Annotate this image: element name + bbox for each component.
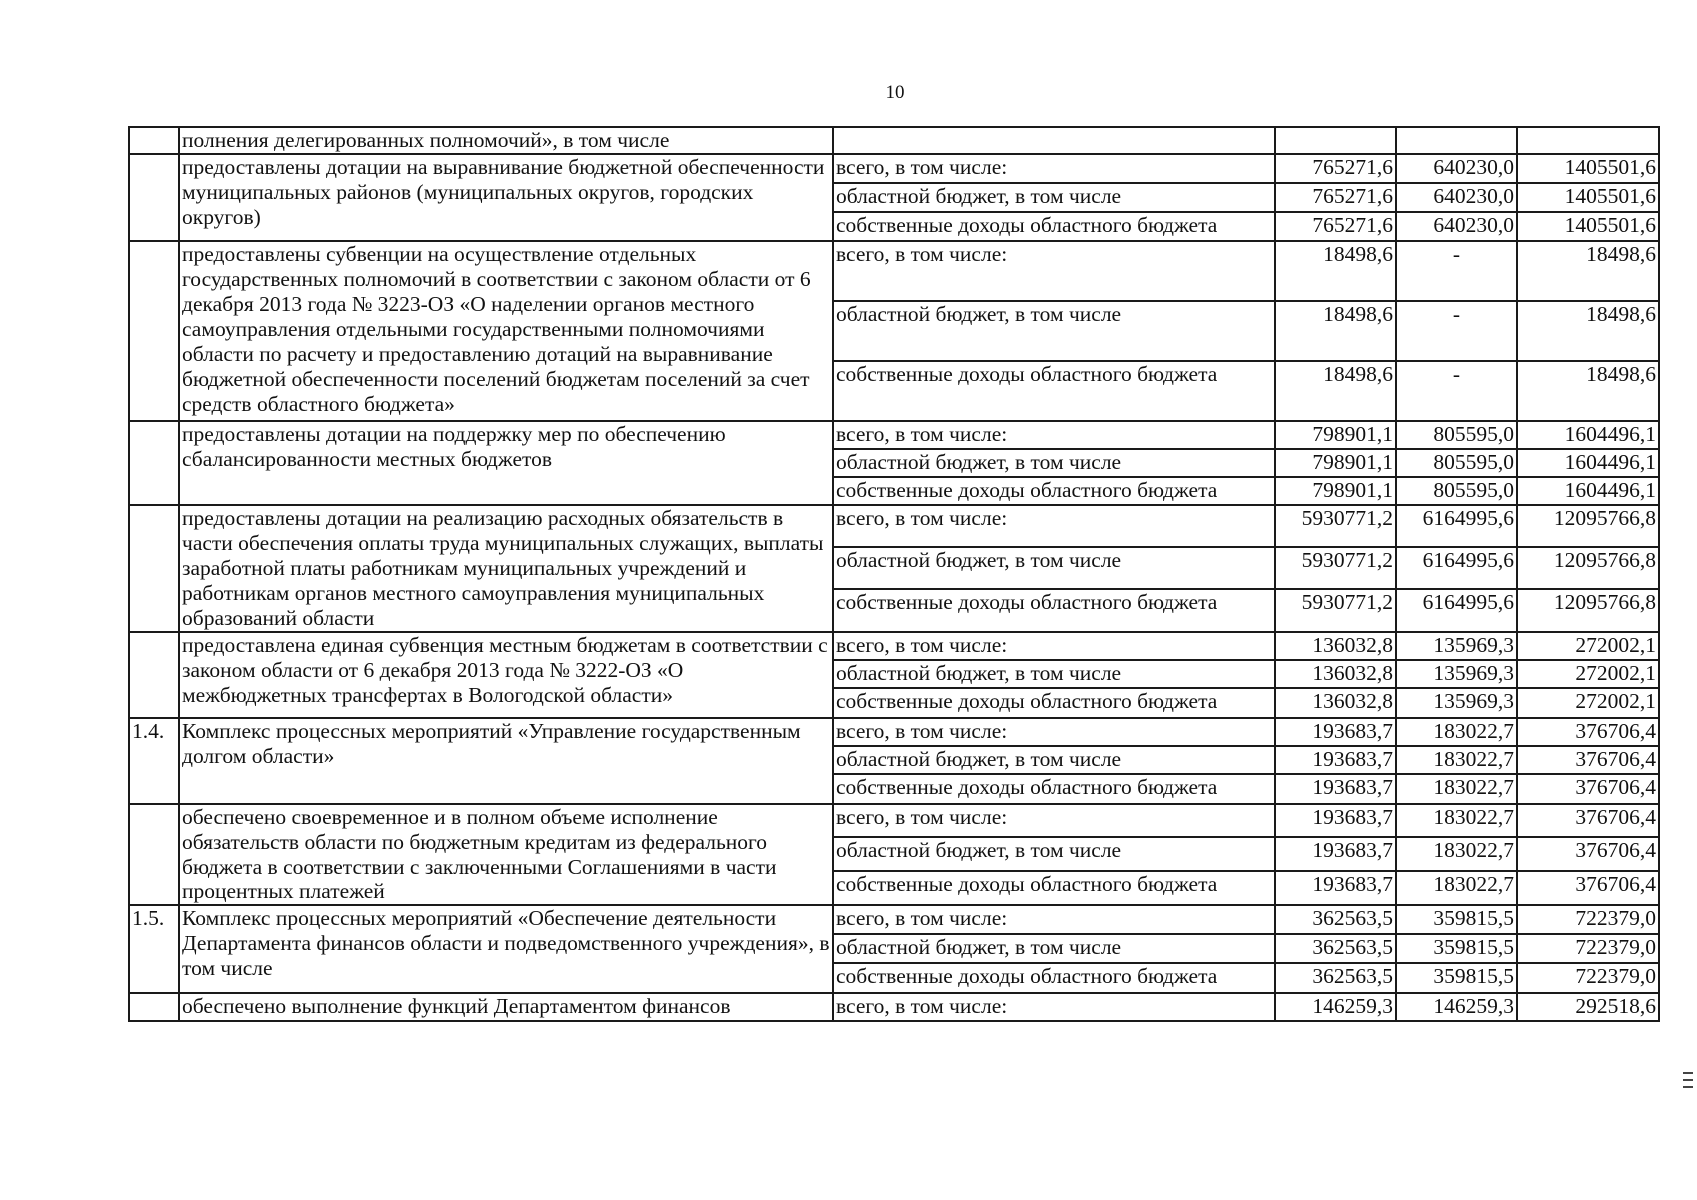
funding-source: собственные доходы областного бюджета	[833, 589, 1275, 631]
amount-3: 722379,0	[1517, 934, 1659, 963]
measure-name: обеспечено своевременное и в полном объеме исполнение обязательств области по бюджетным кредитам из федерального бюджета в соответствии с заключенными Соглашениями в части процентных платежей	[179, 804, 833, 906]
item-number	[129, 632, 179, 718]
table-row	[129, 804, 1659, 838]
amount-3: 272002,1	[1517, 660, 1659, 688]
amount-2: 6164995,6	[1396, 547, 1517, 589]
funding-source: собственные доходы областного бюджета	[833, 871, 1275, 906]
measure-name: предоставлены субвенции на осуществление отдельных государственных полномочий в соответствии с законом области от 6 декабря 2013 года № 3223-ОЗ «О наделении органов местного самоуправления отдельными государственными полномочиями области по расчету и предоставлению дотаций на выравнивание бюджетной обеспеченности поселений бюджетам поселений за счет средств областного бюджета»	[179, 241, 833, 421]
budget-table	[128, 126, 1660, 1022]
funding-source: всего, в том числе:	[833, 718, 1275, 746]
funding-source: всего, в том числе:	[833, 154, 1275, 183]
measure-name: предоставлены дотации на реализацию расходных обязательств в части обеспечения оплаты труда муниципальных служащих, выплаты заработной платы работникам муниципальных учреждений и работникам органов местного самоуправления муниципальных образований области	[179, 505, 833, 632]
amount-3: 722379,0	[1517, 963, 1659, 993]
table-row	[129, 127, 1659, 154]
amount-3: 292518,6	[1517, 993, 1659, 1021]
amount-1: 765271,6	[1275, 212, 1396, 241]
amount-3: 12095766,8	[1517, 505, 1659, 547]
amount-1: 193683,7	[1275, 871, 1396, 906]
funding-source: собственные доходы областного бюджета	[833, 477, 1275, 505]
funding-source: всего, в том числе:	[833, 421, 1275, 449]
amount-3: 376706,4	[1517, 718, 1659, 746]
amount-1: 362563,5	[1275, 934, 1396, 963]
measure-name: обеспечено выполнение функций Департаментом финансов	[179, 993, 833, 1021]
amount-1: 136032,8	[1275, 688, 1396, 718]
amount-2: -	[1396, 361, 1517, 421]
funding-source: всего, в том числе:	[833, 241, 1275, 301]
amount-2: 359815,5	[1396, 963, 1517, 993]
amount-1: 5930771,2	[1275, 589, 1396, 631]
funding-source: собственные доходы областного бюджета	[833, 963, 1275, 993]
amount-1: 798901,1	[1275, 421, 1396, 449]
table-row	[129, 505, 1659, 547]
funding-source: областной бюджет, в том числе	[833, 449, 1275, 477]
amount-2: 359815,5	[1396, 934, 1517, 963]
amount-1: 193683,7	[1275, 837, 1396, 871]
amount-1: 798901,1	[1275, 449, 1396, 477]
funding-source: всего, в том числе:	[833, 804, 1275, 838]
item-number	[129, 154, 179, 241]
funding-source: областной бюджет, в том числе	[833, 547, 1275, 589]
measure-name: полнения делегированных полномочий», в том числе	[179, 127, 833, 154]
amount-2: 146259,3	[1396, 993, 1517, 1021]
amount-2: 6164995,6	[1396, 505, 1517, 547]
amount-1: 18498,6	[1275, 361, 1396, 421]
funding-source: областной бюджет, в том числе	[833, 746, 1275, 774]
amount-2: 135969,3	[1396, 688, 1517, 718]
amount-3: 272002,1	[1517, 632, 1659, 660]
amount-2: 805595,0	[1396, 477, 1517, 505]
amount-2: 640230,0	[1396, 154, 1517, 183]
measure-name: предоставлены дотации на выравнивание бюджетной обеспеченности муниципальных районов (муниципальных округов, городских округов)	[179, 154, 833, 241]
amount-2: 640230,0	[1396, 212, 1517, 241]
amount-1: 5930771,2	[1275, 505, 1396, 547]
amount-3: 1604496,1	[1517, 421, 1659, 449]
measure-name: Комплекс процессных мероприятий «Обеспечение деятельности Департамента финансов области и подведомственного учреждения», в том числе	[179, 905, 833, 993]
amount-1: 5930771,2	[1275, 547, 1396, 589]
amount-3: 272002,1	[1517, 688, 1659, 718]
amount-3: 722379,0	[1517, 905, 1659, 934]
table-row	[129, 993, 1659, 1021]
amount-1: 136032,8	[1275, 660, 1396, 688]
amount-2: 6164995,6	[1396, 589, 1517, 631]
funding-source: областной бюджет, в том числе	[833, 301, 1275, 361]
amount-1	[1275, 127, 1396, 154]
amount-3	[1517, 127, 1659, 154]
amount-3: 1405501,6	[1517, 154, 1659, 183]
funding-source	[833, 127, 1275, 154]
amount-2: 805595,0	[1396, 449, 1517, 477]
amount-3: 1604496,1	[1517, 449, 1659, 477]
amount-1: 765271,6	[1275, 183, 1396, 212]
margin-marks	[1683, 1072, 1693, 1093]
funding-source: всего, в том числе:	[833, 505, 1275, 547]
funding-source: областной бюджет, в том числе	[833, 934, 1275, 963]
measure-name: предоставлены дотации на поддержку мер по обеспечению сбалансированности местных бюджетов	[179, 421, 833, 505]
item-number	[129, 505, 179, 632]
funding-source: всего, в том числе:	[833, 993, 1275, 1021]
item-number	[129, 241, 179, 421]
amount-2: 183022,7	[1396, 774, 1517, 804]
table-row	[129, 632, 1659, 660]
table-row	[129, 421, 1659, 449]
funding-source: областной бюджет, в том числе	[833, 660, 1275, 688]
table-row	[129, 154, 1659, 183]
amount-1: 18498,6	[1275, 301, 1396, 361]
funding-source: всего, в том числе:	[833, 905, 1275, 934]
funding-source: собственные доходы областного бюджета	[833, 361, 1275, 421]
funding-source: собственные доходы областного бюджета	[833, 774, 1275, 804]
amount-1: 18498,6	[1275, 241, 1396, 301]
funding-source: всего, в том числе:	[833, 632, 1275, 660]
amount-1: 193683,7	[1275, 774, 1396, 804]
amount-1: 193683,7	[1275, 746, 1396, 774]
funding-source: собственные доходы областного бюджета	[833, 212, 1275, 241]
table-row	[129, 905, 1659, 934]
amount-3: 376706,4	[1517, 774, 1659, 804]
funding-source: областной бюджет, в том числе	[833, 183, 1275, 212]
item-number	[129, 804, 179, 906]
amount-2: 640230,0	[1396, 183, 1517, 212]
amount-1: 193683,7	[1275, 804, 1396, 838]
table-row	[129, 241, 1659, 301]
amount-3: 376706,4	[1517, 837, 1659, 871]
item-number: 1.4.	[129, 718, 179, 804]
amount-1: 146259,3	[1275, 993, 1396, 1021]
amount-3: 18498,6	[1517, 241, 1659, 301]
measure-name: предоставлена единая субвенция местным бюджетам в соответствии с законом области от 6 декабря 2013 года № 3222-ОЗ «О межбюджетных трансфертах в Вологодской области»	[179, 632, 833, 718]
funding-source: собственные доходы областного бюджета	[833, 688, 1275, 718]
amount-2: -	[1396, 241, 1517, 301]
amount-2: 135969,3	[1396, 660, 1517, 688]
amount-1: 765271,6	[1275, 154, 1396, 183]
amount-3: 376706,4	[1517, 804, 1659, 838]
amount-2: 183022,7	[1396, 746, 1517, 774]
amount-1: 362563,5	[1275, 963, 1396, 993]
amount-2: -	[1396, 301, 1517, 361]
amount-1: 798901,1	[1275, 477, 1396, 505]
amount-2: 359815,5	[1396, 905, 1517, 934]
table-row	[129, 718, 1659, 746]
amount-3: 12095766,8	[1517, 589, 1659, 631]
amount-2: 183022,7	[1396, 837, 1517, 871]
amount-2: 135969,3	[1396, 632, 1517, 660]
amount-2	[1396, 127, 1517, 154]
amount-3: 1405501,6	[1517, 183, 1659, 212]
page-number: 10	[885, 82, 905, 103]
amount-3: 376706,4	[1517, 871, 1659, 906]
funding-source: областной бюджет, в том числе	[833, 837, 1275, 871]
amount-1: 193683,7	[1275, 718, 1396, 746]
amount-2: 183022,7	[1396, 804, 1517, 838]
amount-2: 183022,7	[1396, 871, 1517, 906]
amount-2: 805595,0	[1396, 421, 1517, 449]
amount-3: 1405501,6	[1517, 212, 1659, 241]
amount-3: 18498,6	[1517, 301, 1659, 361]
amount-3: 12095766,8	[1517, 547, 1659, 589]
item-number: 1.5.	[129, 905, 179, 993]
amount-2: 183022,7	[1396, 718, 1517, 746]
item-number	[129, 421, 179, 505]
amount-3: 1604496,1	[1517, 477, 1659, 505]
item-number	[129, 993, 179, 1021]
item-number	[129, 127, 179, 154]
amount-1: 136032,8	[1275, 632, 1396, 660]
measure-name: Комплекс процессных мероприятий «Управление государственным долгом области»	[179, 718, 833, 804]
amount-1: 362563,5	[1275, 905, 1396, 934]
amount-3: 376706,4	[1517, 746, 1659, 774]
amount-3: 18498,6	[1517, 361, 1659, 421]
